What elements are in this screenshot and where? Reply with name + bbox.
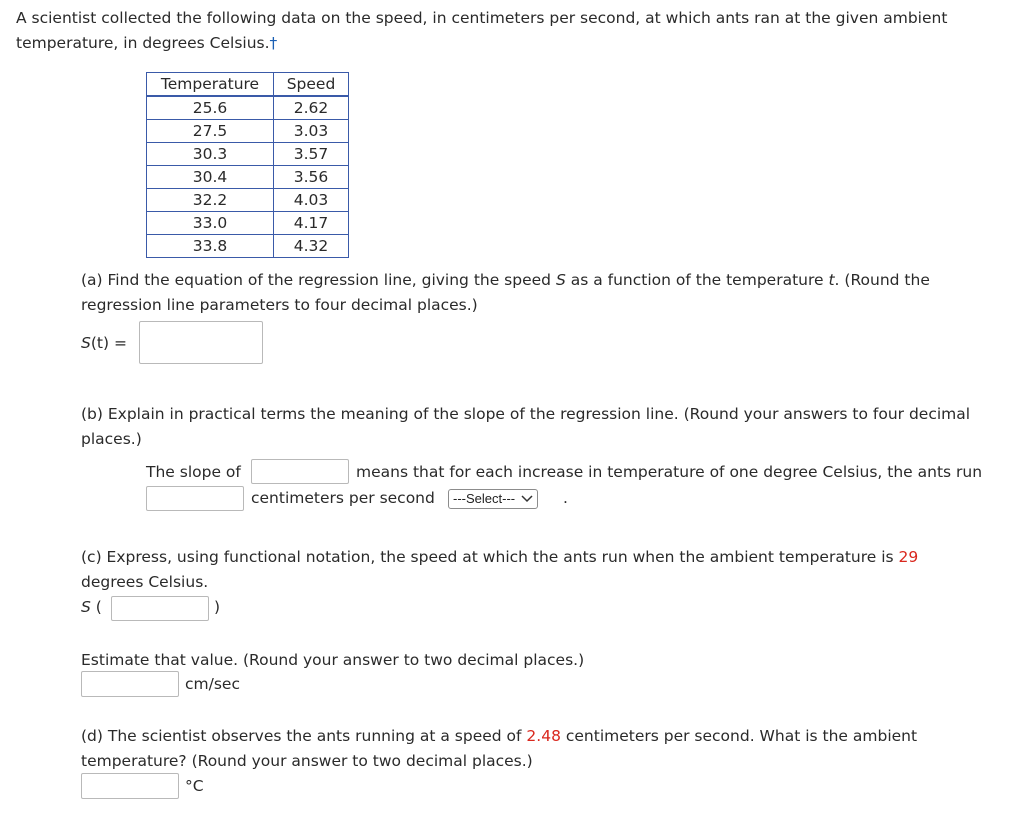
part-c-temperature-value: 29 [898,548,919,566]
table-row [147,96,349,120]
intro-line-1: A scientist collected the following data on the speed, in centimeters per second, at which ants ran at the given ambient [16,9,948,27]
table-header-row [147,73,349,97]
function-argument-input[interactable] [111,596,209,621]
cell-temperature: 32.2 [147,189,274,212]
cell-speed: 3.03 [274,120,349,143]
cell-temperature: 30.4 [147,166,274,189]
table-row [147,166,349,189]
data-table [146,72,349,258]
cell-temperature: 33.8 [147,235,274,258]
part-d-text: (d) The scientist observes the ants running at a speed of [81,727,527,745]
header-temperature: Temperature [147,73,274,97]
part-b-question-line-2: places.) [81,430,142,448]
part-a-question-line-1 [81,269,930,291]
part-b-period: . [563,489,568,507]
part-a-text: (a) Find the equation of the regression line, giving the speed [81,271,556,289]
part-b-question-line-1: (b) Explain in practical terms the meaning of the slope of the regression line. (Round your answers to four decimal [81,405,971,423]
temperature-answer-input[interactable] [81,773,179,799]
slope-input[interactable] [251,459,349,484]
part-d-text-post: centimeters per second. What is the ambient [560,727,918,745]
cell-speed: 3.56 [274,166,349,189]
slope-label-post: means that for each increase in temperature of one degree Celsius, the ants run [356,463,983,481]
part-c-fn-open: ( [95,598,102,616]
part-c-function-label [81,596,102,618]
part-a-text-post: . (Round the [834,271,930,289]
cell-temperature: 33.0 [147,212,274,235]
part-c-question-line-1 [81,546,918,568]
cell-speed: 4.17 [274,212,349,235]
part-d-question-line-2: temperature? (Round your answer to two decimal places.) [81,752,533,770]
table-row [147,143,349,166]
part-a-text-mid: as a function of the temperature [565,271,829,289]
slope-label-pre: The slope of [146,463,241,481]
part-c-text: (c) Express, using functional notation, the speed at which the ants run when the ambient temperature is [81,548,899,566]
temperature-units-label: °C [185,777,204,795]
part-d-speed-value: 2.48 [526,727,561,745]
header-speed: Speed [274,73,349,97]
part-a-function-label [81,332,127,354]
cell-speed: 3.57 [274,143,349,166]
part-c-fn-close: ) [214,598,221,616]
regression-equation-input[interactable] [139,321,263,364]
table-row [147,235,349,258]
part-a-label-paren: (t) = [90,334,127,352]
part-a-var-t: t [828,271,835,289]
intro-line-2-text: temperature, in degrees Celsius. [16,34,270,52]
table-row [147,212,349,235]
cell-temperature: 25.6 [147,96,274,120]
estimate-units-label: cm/sec [185,675,240,693]
part-c-fn-S: S [81,598,91,616]
part-a-question-line-2: regression line parameters to four decimal places.) [81,296,478,314]
direction-select[interactable] [448,489,538,509]
part-c-question-line-2: degrees Celsius. [81,573,209,591]
estimate-instruction: Estimate that value. (Round your answer to two decimal places.) [81,651,585,669]
table-row [147,120,349,143]
cell-temperature: 30.3 [147,143,274,166]
intro-line-2 [16,32,277,54]
rate-units-label: centimeters per second [251,489,435,507]
part-a-var-S: S [555,271,566,289]
cell-speed: 4.03 [274,189,349,212]
cell-temperature: 27.5 [147,120,274,143]
cell-speed: 2.62 [274,96,349,120]
dagger-footnote-icon[interactable]: † [269,34,278,52]
direction-select-value: ---Select--- [453,491,516,506]
part-d-question-line-1 [81,725,917,747]
estimate-input[interactable] [81,671,179,697]
part-a-label-S: S [81,334,91,352]
rate-input[interactable] [146,486,244,511]
cell-speed: 4.32 [274,235,349,258]
chevron-down-icon [521,490,533,508]
table-row [147,189,349,212]
